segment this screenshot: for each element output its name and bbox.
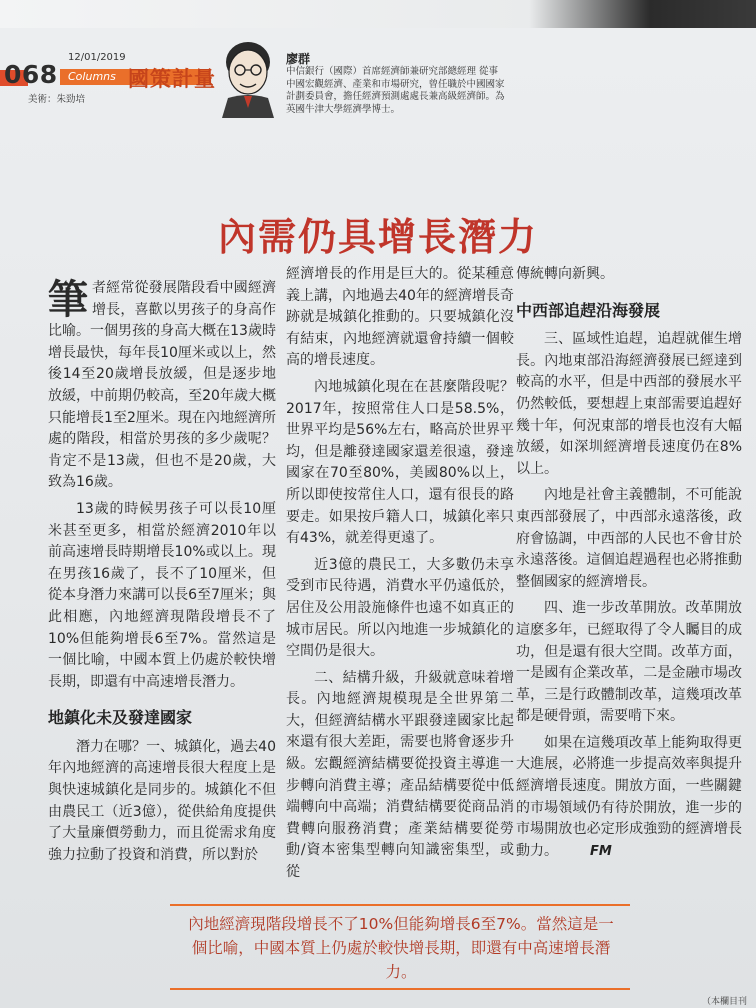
pull-quote: 內地經濟現階段增長不了10%但能夠增長6至7%。當然這是一個比喻，中國本質上仍處於較快增長期，即還有中高速增長潛力。 — [188, 915, 614, 981]
paragraph: 二、結構升級，升級就意味着增長。內地經濟規模現是全世界第二大，但經濟結構水平跟發達國家比起來還有很大差距，需要也將會逐步升級。宏觀經濟結構要從投資主導進一步轉向消費主導；產品結構要從中低端轉向中高端；消費結構要從商品消費轉向服務消費；產業結構要從勞動/資本密集型轉向知識密集型，或從 — [286, 669, 514, 881]
section-label-en: Columns — [68, 70, 116, 83]
issue-date: 12/01/2019 — [68, 52, 126, 63]
paragraph: 近3億的農民工，大多數仍未享受到市民待遇，消費水平仍遠低於，居住及公用設施條件也遠不如真正的城市居民。所以內地進一步城鎮化的空間仍是很大。 — [286, 556, 514, 660]
subheading: 中西部追趕沿海發展 — [516, 300, 661, 320]
paragraph-text: 如果在這幾項改革上能夠取得更大進展，必將進一步提高效率與提升經濟增長速度。開放方面，一些關鍵的市場領域仍有待於開放，進一步的市場開放也必定形成強勁的經濟增長動力。 — [516, 734, 742, 859]
paragraph: 13歲的時候男孩子可以長10厘米甚至更多，相當於經濟2010年以前高速增長時期增長10%或以上。現在男孩16歲了，長不了10厘米，但從本身潛力來講可以長6至7厘米；與此相應，內地經濟現階段增長不了10%但能夠增長6至7%。當然這是一個比喻，中國本質上仍處於較快增長期，即還有中高速增長潛力。 — [48, 500, 276, 690]
author-name: 廖群 — [286, 52, 311, 66]
paragraph: 傳統轉向新興。 — [516, 266, 614, 282]
footer-note: （本欄目刊 — [702, 997, 748, 1007]
author-caricature-icon — [214, 36, 282, 118]
top-edge-background — [0, 0, 756, 28]
paragraph — [48, 278, 276, 494]
paragraph: 經濟增長的作用是巨大的。從某種意義上講，內地過去40年的經濟增長奇跡就是城鎮化推動的。只要城鎮化沒有結束，內地經濟就還會持續一個較高的增長速度。 — [286, 266, 514, 369]
page-number: 068 — [4, 60, 58, 89]
paragraph: 內地是社會主義體制，不可能說東西部發展了，中西部永遠落後，政府會協調，中西部的人民也不會甘於永遠落後。這個追趕過程也必將推動整個國家的經濟增長。 — [516, 487, 742, 590]
article-column-3 — [516, 264, 742, 867]
end-mark: FM — [590, 843, 612, 859]
paragraph: 內地城鎮化現在在甚麼階段呢？2017年，按照常住人口是58.5%，世界平均是56%左右，略高於世界平均，但是離發達國家還差很遠，發達國家在70至80%，美國80%以上，所以即使按常住人口，還有很長的路要走。如果按戶籍人口，城鎮化率只有43%，就差得更遠了。 — [286, 378, 514, 547]
article-column-2 — [286, 264, 514, 889]
author-bio: 中信銀行（國際）首席經濟師兼研究部總經理 從事中國宏觀經濟、產業和市場研究，曾任職於中國國家計劃委員會，擔任經濟預測處處長兼高級經濟師。為英國牛津大學經濟學博士。 — [286, 66, 505, 115]
magazine-page — [0, 28, 756, 1008]
article-title: 內需仍具增長潛力 — [217, 215, 538, 259]
drop-cap: 筆 — [48, 277, 88, 323]
paragraph: 三、區域性追趕，追趕就催生增長。內地東部沿海經濟發展已經達到較高的水平，但是中西部的發展水平仍然較低，要想趕上東部需要追趕好幾十年，何況東部的增長也沒有大幅放緩，如深圳經濟增長速度仍在8%以上。 — [516, 331, 742, 477]
pull-quote-rule-top — [170, 904, 630, 906]
article-column-1 — [48, 278, 276, 871]
paragraph — [516, 733, 742, 863]
paragraph: 四、進一步改革開放。改革開放這麽多年，已經取得了令人矚目的成功，但是還有很大空間。改革方面，一是國有企業改革，二是金融市場改革，三是行政體制改革，這幾項改革都是硬骨頭，需要啃下來。 — [516, 600, 742, 725]
paragraph-text: 者經常從發展階段看中國經濟增長，喜歡以男孩子的身高作比喻。一個男孩的身高大概在13歲時增長最快，每年長10厘米或以上，然後14至20歲增長放緩，但是逐步地放緩，中前期仍較高，至20年歲大概只能增長1至2厘米。現在內地經濟所處的階段，相當於男孩的多少歲呢？肯定不是13歲，但也不是20歲，大致為16歲。 — [48, 280, 276, 491]
subheading: 地鎮化未及發達國家 — [48, 708, 193, 728]
paragraph: 潛力在哪？一、城鎮化，過去40年內地經濟的高速增長很大程度上是與快速城鎮化是同步的。城鎮化不但由農民工（近3億），從供給角度提供了大量廉價勞動力，而且從需求角度強力拉動了投資和消費，所以對於 — [48, 738, 276, 863]
section-label-zh: 國策計量 — [128, 67, 216, 91]
art-credit: 美術：朱勁培 — [28, 94, 86, 105]
pull-quote-rule-bottom — [170, 988, 630, 990]
